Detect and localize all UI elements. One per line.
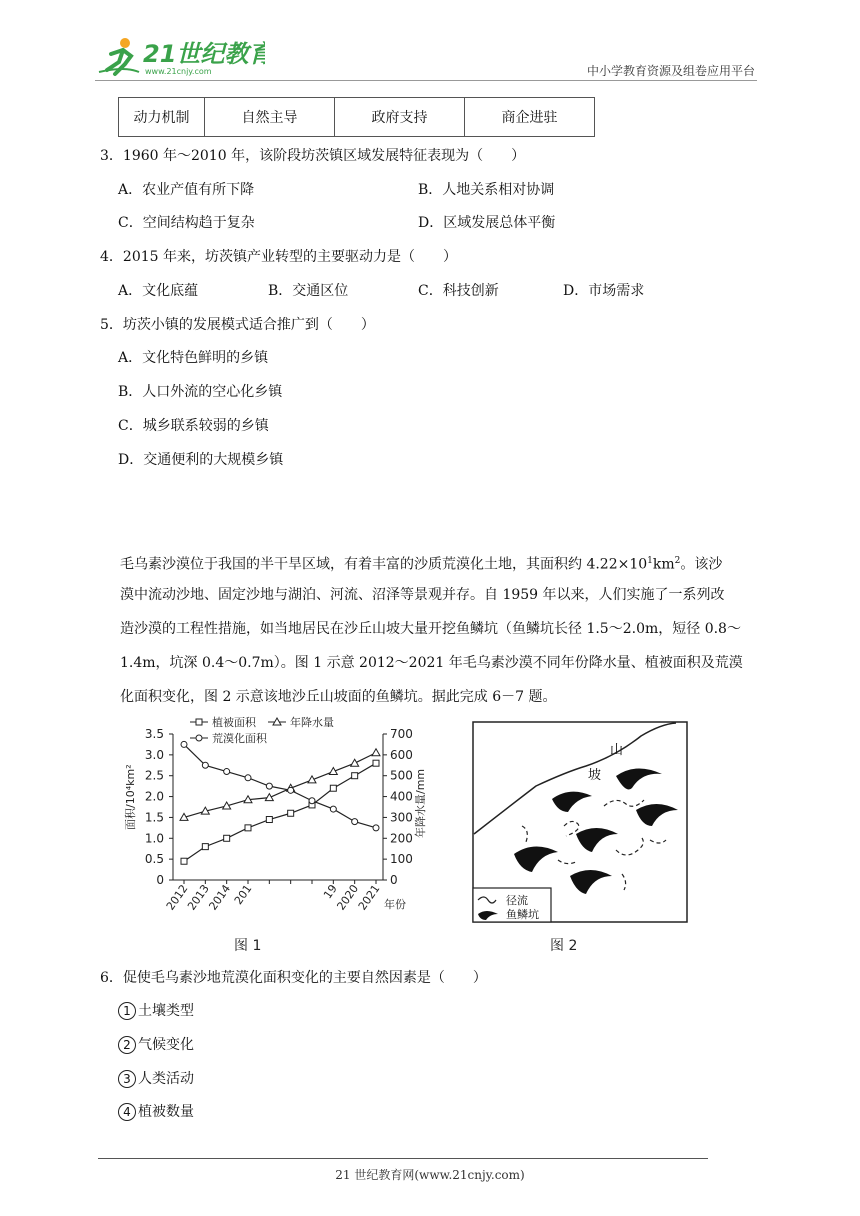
q5-option-c[interactable]: C．城乡联系较弱的乡镇 [118, 418, 269, 434]
x-tick-label: 2020 [334, 882, 362, 913]
legend-vegetation: 植被面积 [212, 716, 256, 729]
data-point-square [224, 835, 230, 841]
right-axis-label: 年降水量/mm [414, 768, 427, 838]
data-point-square [352, 773, 358, 779]
question-3-stem: 3．1960 年～2010 年，该阶段坊茨镇区域发展特征表现为（ ） [100, 148, 526, 164]
figure-1-caption: 图 1 [234, 938, 262, 954]
question-5-stem: 5．坊茨小镇的发展模式适合推广到（ ） [100, 317, 375, 333]
legend-pit: 鱼鳞坑 [506, 908, 539, 921]
left-axis-label: 面积/10⁴km² [124, 764, 137, 830]
header-divider [95, 80, 757, 81]
footer-divider [98, 1158, 708, 1159]
table-cell: 动力机制 [119, 98, 205, 137]
passage-line-1: 毛乌素沙漠位于我国的半干旱区域，有着丰富的沙质荒漠化土地，其面积约 $4.22\times 10^1km^2$。该沙 [120, 556, 723, 573]
legend-square-marker [196, 719, 202, 725]
data-point-square [181, 858, 187, 864]
data-point-circle [309, 798, 315, 804]
left-tick-label: 3.0 [144, 747, 164, 762]
table-cell: 政府支持 [335, 98, 465, 137]
figure-1-chart [118, 712, 428, 960]
q4-option-c[interactable]: C．科技创新 [418, 283, 499, 299]
table-cell: 自然主导 [205, 98, 335, 137]
right-tick-label: 300 [390, 810, 413, 825]
left-tick-label: 1.5 [144, 810, 164, 825]
x-tick-label: 2021 [355, 882, 383, 913]
left-tick-label: 0 [156, 873, 164, 887]
data-point-circle [266, 783, 272, 789]
data-point-circle [202, 762, 208, 768]
series-line [184, 744, 376, 827]
passage-sup-1: 1 [647, 556, 653, 566]
left-tick-label: 1.0 [144, 831, 164, 846]
x-tick-label: 201 [231, 882, 255, 907]
x-axis-ticks [164, 880, 383, 913]
table-row [119, 98, 595, 137]
footer-text[interactable]: 21 世纪教育网(www.21cnjy.com) [335, 1168, 525, 1182]
q6-option-1[interactable] [118, 1001, 194, 1021]
runner-logo-icon [95, 34, 265, 78]
q3-option-b[interactable]: B．人地关系相对协调 [418, 182, 555, 198]
left-tick-label: 0.5 [144, 852, 164, 867]
right-tick-label: 200 [390, 831, 413, 846]
passage-line-5: 化面积变化，图 2 示意该地沙丘山坡面的鱼鳞坑。据此完成 6－7 题。 [120, 689, 557, 705]
legend-precipitation: 年降水量 [290, 716, 334, 729]
left-tick-label: 2.0 [144, 789, 164, 804]
x-tick-label: 2012 [163, 882, 191, 913]
platform-title: 中小学教育资源及组卷应用平台 [586, 64, 755, 78]
data-point-circle [288, 787, 294, 793]
right-tick-label: 0 [390, 873, 398, 887]
passage-sup-2: 2 [674, 556, 681, 566]
mechanism-table [118, 97, 595, 137]
circled-number-2: 2 [118, 1036, 136, 1054]
series-line [184, 763, 376, 861]
data-point-square [330, 785, 336, 791]
figure-2-diagram [466, 714, 694, 960]
table-cell: 商企进驻 [465, 98, 595, 137]
passage-line-3: 造沙漠的工程性措施，如当地居民在沙丘山坡大量开挖鱼鳞坑（鱼鳞坑长径 1.5～2.0m，短径 0.8～ [120, 621, 741, 637]
circled-number-4: 4 [118, 1103, 136, 1121]
data-point-triangle [265, 794, 273, 801]
question-4-stem: 4．2015 年来，坊茨镇产业转型的主要驱动力是（ ） [100, 249, 457, 265]
right-tick-label: 400 [390, 789, 413, 804]
label-po: 坡 [588, 768, 602, 783]
data-point-circle [224, 769, 230, 775]
right-tick-label: 100 [390, 852, 413, 867]
circled-number-3: 3 [118, 1070, 136, 1088]
left-tick-label: 2.5 [144, 768, 164, 783]
left-tick-label: 3.5 [144, 727, 164, 741]
q3-option-d[interactable]: D．区域发展总体平衡 [418, 215, 556, 231]
right-tick-label: 500 [390, 768, 413, 783]
data-point-circle [181, 741, 187, 747]
data-point-triangle [351, 759, 359, 766]
data-point-triangle [372, 749, 380, 756]
chart-legend [190, 715, 334, 745]
data-point-circle [373, 825, 379, 831]
right-axis-ticks [383, 727, 413, 887]
right-tick-label: 700 [390, 727, 413, 741]
legend-circle-marker [196, 735, 202, 741]
x-tick-label: 2013 [185, 882, 212, 913]
q3-option-c[interactable]: C．空间结构趋于复杂 [118, 215, 255, 231]
data-point-square [288, 810, 294, 816]
data-point-square [266, 817, 272, 823]
passage-line-2: 漠中流动沙地、固定沙地与湖泊、河流、沼泽等景观并存。自 1959 年以来，人们实施了一系列改 [120, 587, 725, 603]
question-6-stem: 6．促使毛乌素沙地荒漠化面积变化的主要自然因素是（ ） [100, 970, 487, 986]
x-tick-label: 2014 [206, 882, 234, 913]
q6-option-4[interactable] [118, 1102, 194, 1122]
logo-text: 21世纪教育 [143, 40, 265, 68]
logo-url: www.21cnjy.com [145, 67, 212, 76]
x-axis-label: 年份 [384, 898, 406, 911]
site-logo[interactable] [95, 34, 265, 78]
right-tick-label: 600 [390, 747, 413, 762]
data-point-circle [352, 819, 358, 825]
label-shan: 山 [610, 743, 624, 758]
q3-option-a[interactable]: A．农业产值有所下降 [118, 182, 255, 198]
data-point-square [245, 825, 251, 831]
x-tick-label: 19 [321, 882, 340, 902]
q6-option-2-text: 气候变化 [138, 1037, 194, 1053]
chart-series [180, 741, 380, 864]
q4-option-b[interactable]: B．交通区位 [268, 283, 349, 299]
legend-desertification: 荒漠化面积 [212, 732, 267, 745]
q5-option-a[interactable]: A．文化特色鲜明的乡镇 [118, 350, 269, 366]
q6-option-3-text: 人类活动 [138, 1071, 194, 1087]
q6-option-1-text: 土壤类型 [138, 1003, 194, 1019]
data-point-square [202, 844, 208, 850]
q6-option-2[interactable] [118, 1035, 194, 1055]
figure-2-caption: 图 2 [550, 938, 578, 954]
legend-runoff: 径流 [506, 894, 528, 907]
q6-option-4-text: 植被数量 [138, 1104, 194, 1120]
q5-option-b[interactable]: B．人口外流的空心化乡镇 [118, 384, 283, 400]
data-point-square [373, 760, 379, 766]
left-axis-ticks [145, 727, 173, 887]
q4-option-a[interactable]: A．文化底蕴 [118, 283, 199, 299]
data-point-circle [245, 775, 251, 781]
passage-line-4: 1.4m，坑深 0.4～0.7m）。图 1 示意 2012～2021 年毛乌素沙漠不同年份降水量、植被面积及荒漠 [120, 655, 743, 671]
q4-option-d[interactable]: D．市场需求 [563, 283, 645, 299]
circled-number-1: 1 [118, 1002, 136, 1020]
series-line [184, 753, 376, 818]
q5-option-d[interactable]: D．交通便利的大规模乡镇 [118, 452, 284, 468]
data-point-circle [330, 806, 336, 812]
q6-option-3[interactable] [118, 1069, 194, 1089]
